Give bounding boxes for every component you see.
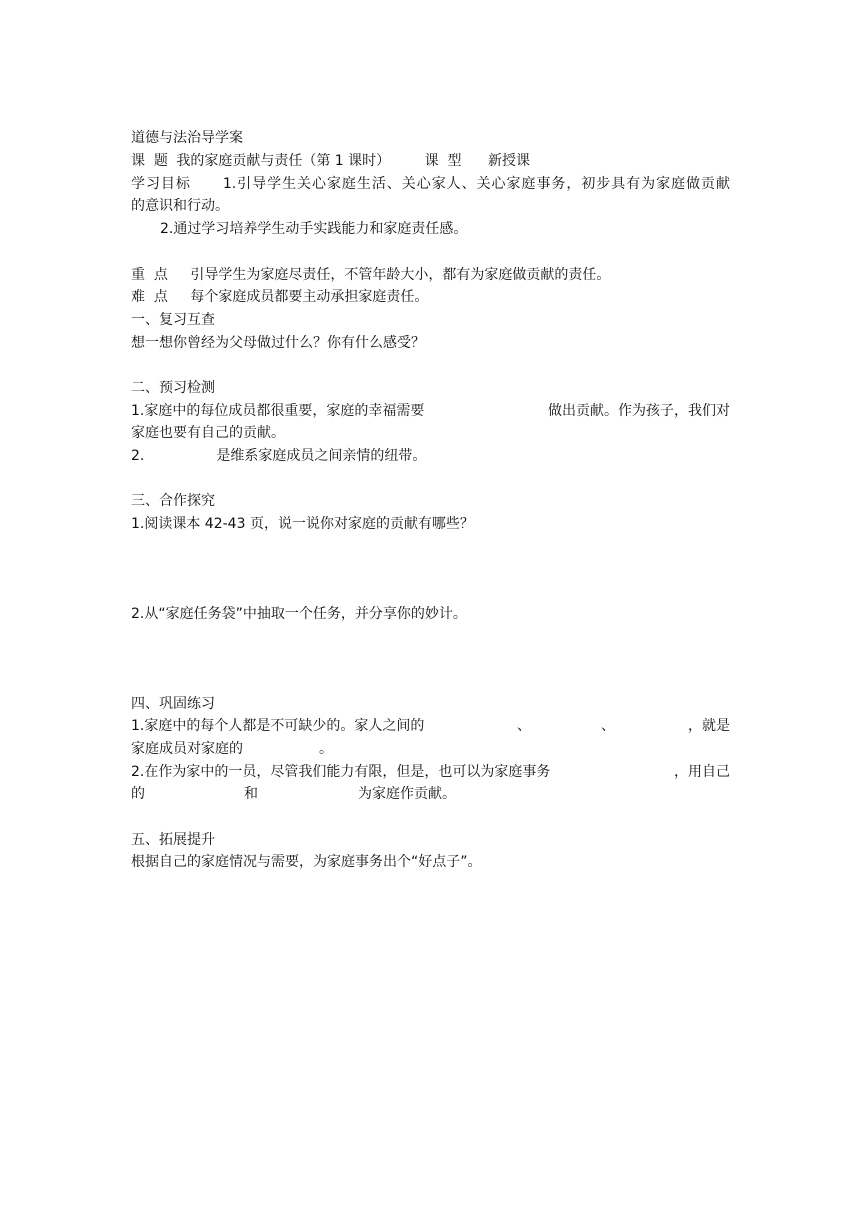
objective-2: 2.通过学习培养学生动手实践能力和家庭责任感。 [160, 221, 468, 237]
section4-q1-a: 1.家庭中的每个人都是不可缺少的。家人之间的 [131, 718, 425, 734]
section1-heading: 一、复习互查 [131, 312, 215, 328]
section3-q1: 1.阅读课本 42-43 页，说一说你对家庭的贡献有哪些？ [131, 516, 474, 532]
section4-q2-b-left: 的 [131, 786, 145, 802]
section4-q2-a-left: 2.在作为家中的一员，尽管我们能力有限，但是，也可以为家庭事务 [131, 764, 551, 780]
section2-q1-right: 做出贡献。作为孩子，我们对 [548, 403, 730, 419]
section3-heading: 三、合作探究 [131, 493, 215, 509]
difficulty-text: 每个家庭成员都要主动承担家庭责任。 [190, 289, 429, 305]
course-value: 我的家庭贡献与责任（第 1 课时） [176, 153, 391, 169]
type-value: 新授课 [487, 153, 530, 169]
difficulty [131, 287, 428, 307]
objective-1a: 1.引导学生关心家庭生活、关心家人、关心家庭事务，初步具有为家庭做贡献 [222, 176, 731, 192]
section5-text: 根据自己的家庭情况与需要，为家庭事务出个“好点子”。 [131, 854, 482, 870]
section4-q2-a-right: ，用自己 [674, 764, 730, 780]
section4-heading: 四、巩固练习 [131, 696, 215, 712]
section2-q2-num: 2. [131, 448, 145, 464]
section1-question: 想一想你曾经为父母做过什么？你有什么感受？ [131, 335, 425, 351]
objective-1b: 的意识和行动。 [131, 198, 229, 214]
section4-q1-sep1: 、 [517, 718, 531, 734]
type-label: 课 型 [424, 153, 462, 169]
key-point [131, 265, 610, 285]
objectives-line1 [131, 174, 730, 194]
doc-title: 道德与法治导学案 [131, 130, 243, 146]
section2-q1-line2: 家庭也要有自己的贡献。 [131, 425, 285, 441]
course-line [131, 151, 530, 171]
section4-q1-line1 [131, 716, 730, 736]
section2-q1-line1 [131, 401, 730, 421]
section4-q1-line2 [131, 739, 730, 759]
section4-q1-sep2: 、 [601, 718, 615, 734]
section4-q2-b-mid: 和 [244, 786, 258, 802]
section2-q2-text: 是维系家庭成员之间亲情的纽带。 [216, 448, 427, 464]
key-point-label: 重 点 [131, 267, 168, 283]
key-point-text: 引导学生为家庭尽责任，不管年龄大小，都有为家庭做贡献的责任。 [190, 267, 611, 283]
section4-q1-b-end: 。 [319, 741, 333, 757]
course-label: 课 题 [131, 153, 168, 169]
objectives-label: 学习目标 [131, 176, 191, 192]
section4-q1-b-left: 家庭成员对家庭的 [131, 741, 243, 757]
section4-q2-line1 [131, 762, 730, 782]
section5-heading: 五、拓展提升 [131, 832, 215, 848]
section3-q2: 2.从“家庭任务袋”中抽取一个任务，并分享你的妙计。 [131, 606, 467, 622]
section2-q2 [131, 446, 426, 466]
section4-q2-line2 [131, 784, 730, 804]
section2-q1-left: 1.家庭中的每位成员都很重要，家庭的幸福需要 [131, 403, 425, 419]
section4-q1-end: ，就是 [688, 718, 730, 734]
section4-q2-b-right: 为家庭作贡献。 [358, 786, 456, 802]
difficulty-label: 难 点 [131, 289, 168, 305]
section2-heading: 二、预习检测 [131, 380, 215, 396]
